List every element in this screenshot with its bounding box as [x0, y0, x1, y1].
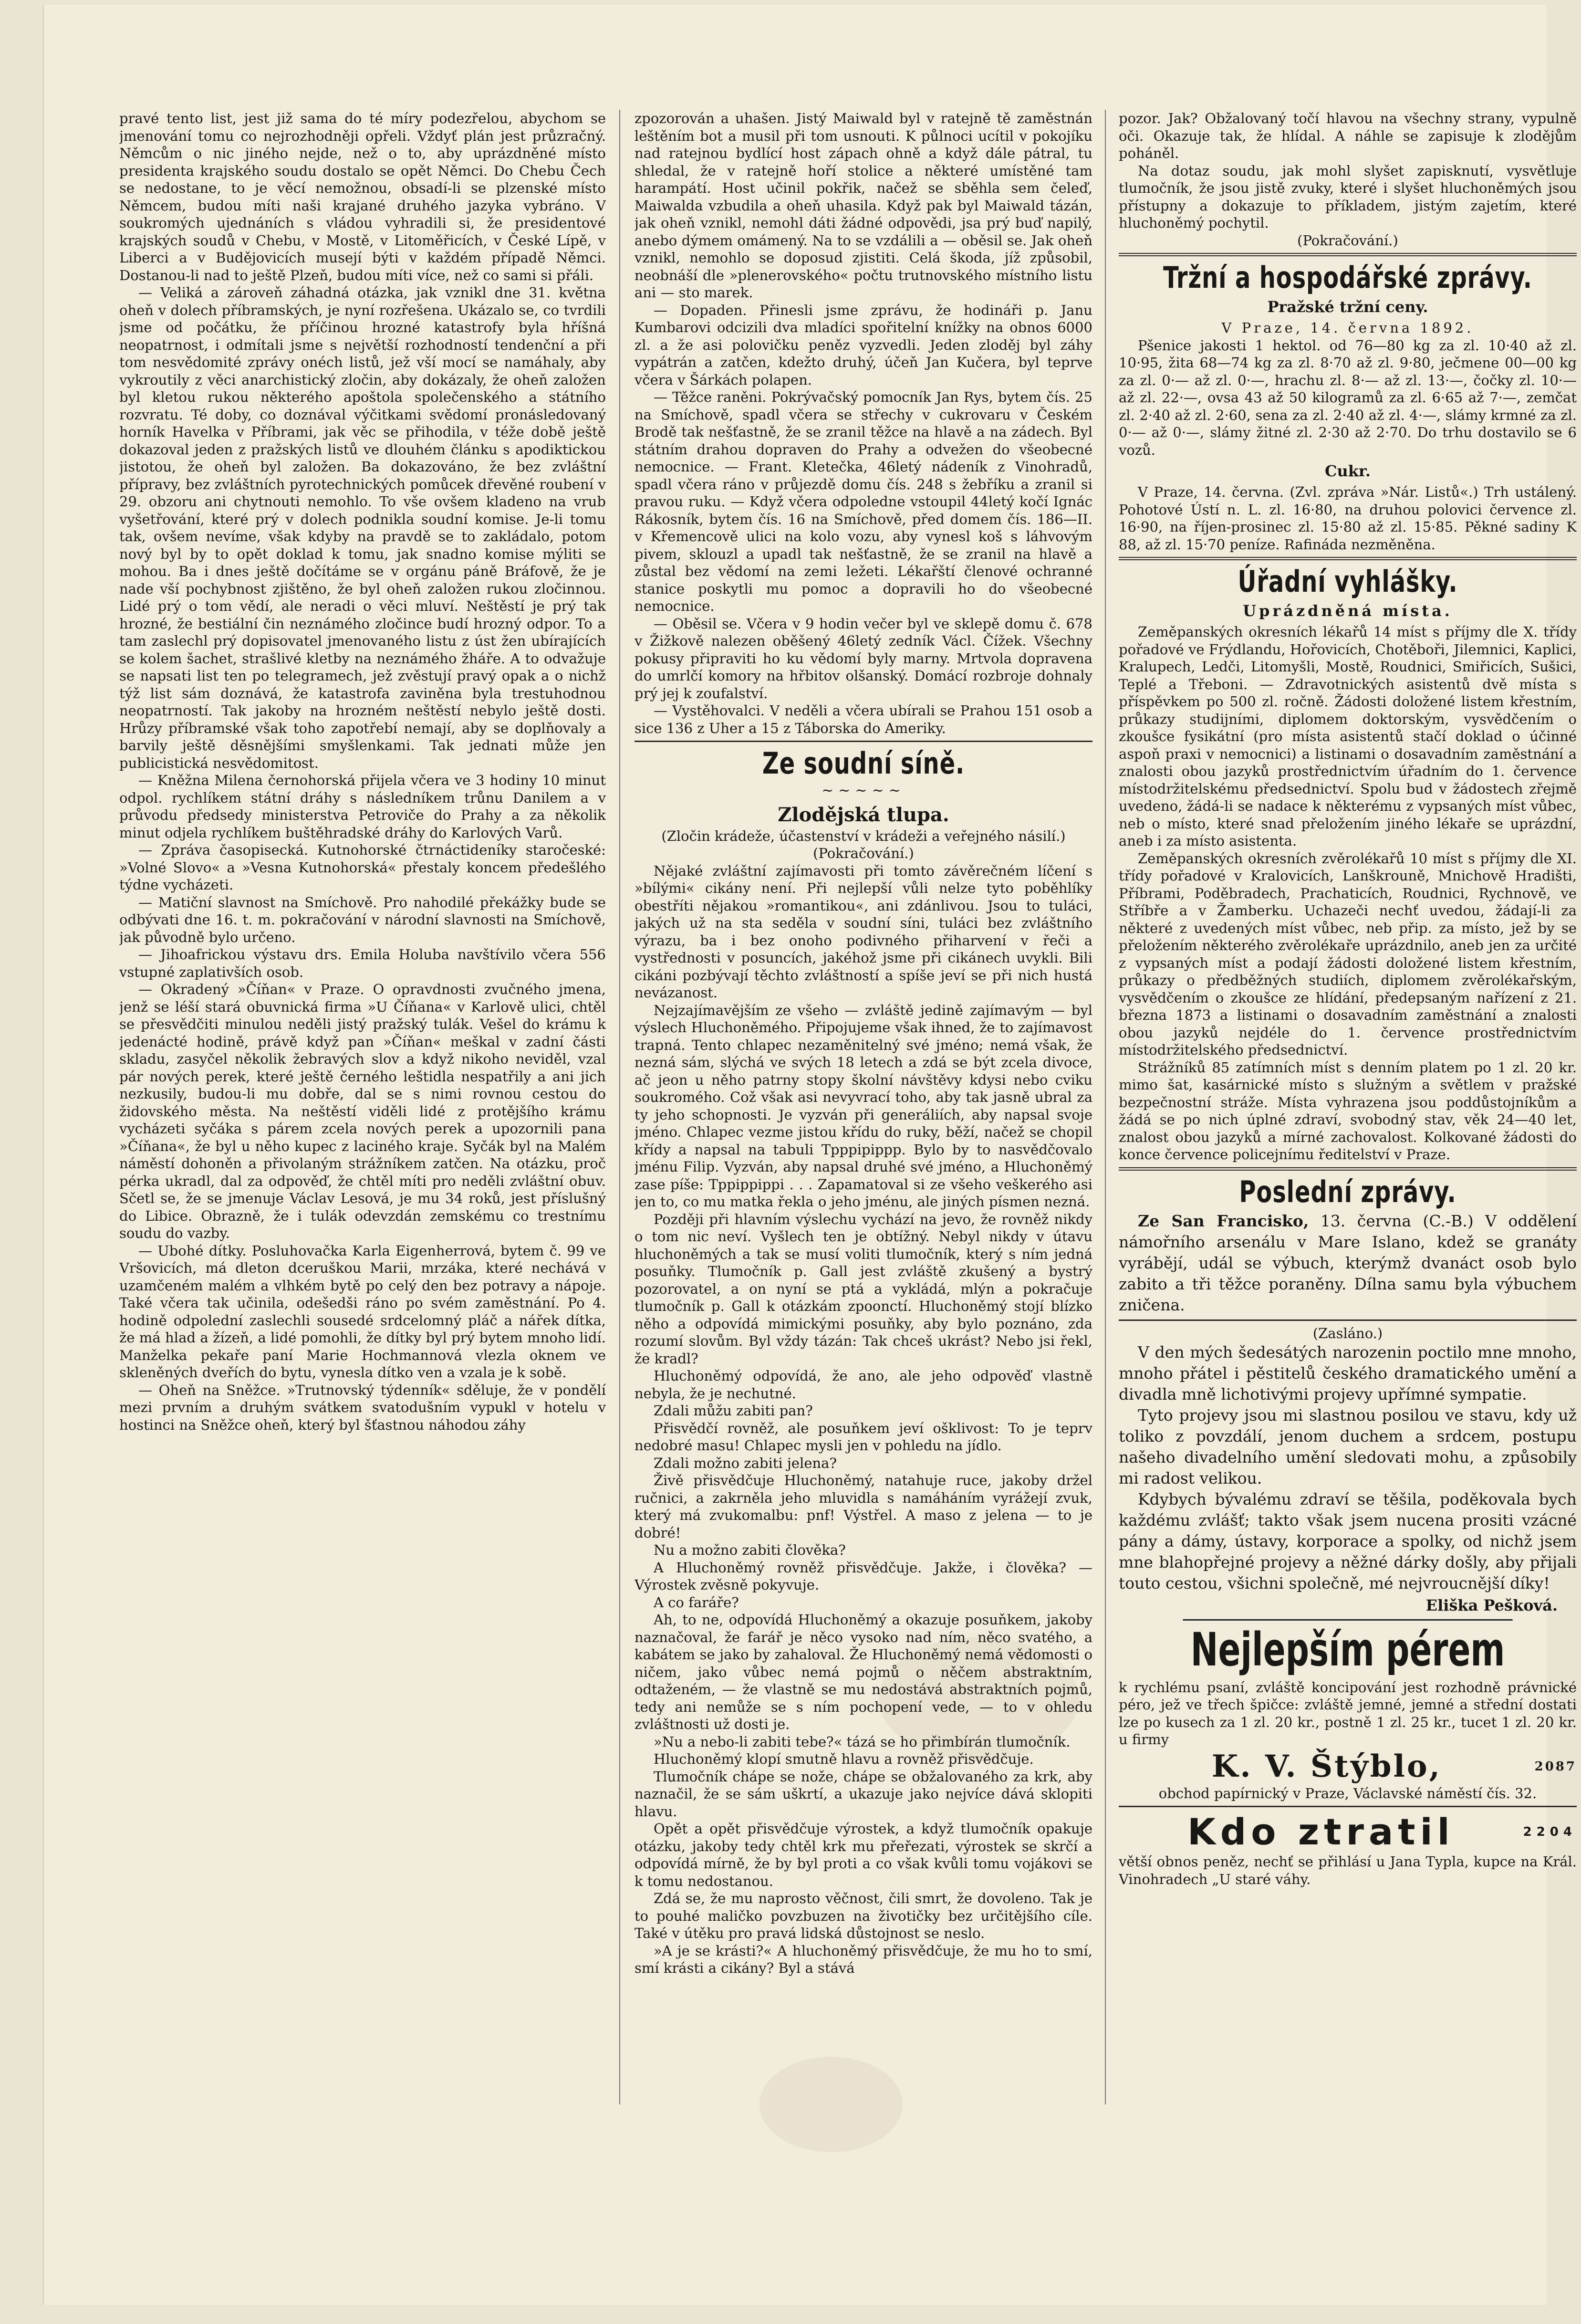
article-text: — Těžce raněni. Pokrývačský pomocník Jan Rys, bytem čís. 25 na Smíchově, spadl včera se střechy v cukrovaru v Českém Brodě tak nešťastně, že se zranil těžce na hlavě a na zádech. Byl státním drahou dopraven do Prahy a odvežen do všeobecné nemocnice. — Frant. Kletečka, 46letý nádeník z Vinohradů, spadl včera ráno v průjezdě domu čís. 248 s žebříku a zranil si pravou ruku. — Když včera odpoledne vstoupil 44letý kočí Ignác Rákosník, bytem čís. 16 na Smíchově, před domem čís. 186—II. v Křemencově ulici na kolo vozu, aby vynesl koš s láhvovým pivem, sklouzl a upadl tak nešťastně, že se zranil na hlavě a zůstal bez vědomí na zemi ležeti. Lékařští členové ochranné stanice poskytli mu pomoc a dopravili ho do všeobecné nemocnice.: [634, 389, 1092, 614]
article-text: — Veliká a zároveň záhadná otázka, jak vznikl dne 31. května oheň v dolech příbramských, je nyní rozřešena. Ukázalo se, co tvrdili jsme od počátku, že příčinou hrozné katastrofy byla hříšná neopatrnost, i odmítali jsme s největší rozhodností tendenční a při tom nesvědomité zprávy onéch listů, jež vší mocí se namáhaly, aby vykroutily z věci anarchistický zločin, aby dokázaly, že oheň založen byl kletou rukou některého apoštola společenského a státního rozvratu. Té doby, co doznával výčitkami svědomí pronásledovaný horník Havelka v Příbrami, jak věc se přihodila, v téže době ještě dokazoval jeden z pražských listů ve dlouhém článku s apodiktickou jistotou, že oheň byl založen. Ba dokazováno, že bez zvláštní přípravy, bez zvláštních pyrotechnických pomůcek dřevěné roubení v 29. obzoru ani chytnouti nemohlo. To vše ovšem kladeno na vrub vyšetřování, které prý v dolech podnikla soudní komise. Je-li tomu tak, ovšem nevíme, však kdyby na pravdě se to zakládalo, potom nový byl by to opět doklad k tomu, jak snadno komise mýliti se mohou. Ba i dnes ještě dočítáme se v orgánu páně Bráfově, že je nade vší pochybnost zjištěno, že byl oheň založen rukou zločinnou. Lidé prý o tom vědí, ale neradi o věci mluví. Neštěstí je prý tak hrozné, že bestiální čin neznámého zločince budí hrozný odpor. To a tam zaslechl prý dopisovatel jmenovaného listu z úst žen ubírajících se kolem šachet, strašlivé kletby na neznámého žháře. A to odvažuje se napsati list ten po telegramech, jež zvěstují pravý opak a o nichž týž list sám doznává, že katastrofa zaviněna byla trestuhodnou neopatrností. Tak jakoby na hrozném neštěstí nebylo ještě dosti. Hrůzy příbramské však toho zapotřebí nemají, aby se doplňovaly a barvily ještě děsnějšími smyšlenkami. Tak jednati může jen publicistická nesvědomitost.: [119, 284, 606, 771]
advertiser-name: K. V. Štýblo,: [1211, 1748, 1442, 1784]
article-text: — Oheň na Sněžce. »Trutnovský týdenník« sděluje, že v pondělí mezi prvním a druhým svátkem svatodušním vypukl v hotelu v hostinci na Sněžce oheň, který byl šťastnou náhodou záhy: [119, 1382, 606, 1433]
article-text: — Ubohé dítky. Posluhovačka Karla Eigenherrová, bytem č. 99 ve Vršovicích, má dleton dceruškou Marii, mrzáka, které nechává v uzamčeném malém a vlhkém bytě po celý den bez potravy a nápoje. Také včera tak učinila, odešedši ráno po svém zaměstnání. Po 4. hodině odpolední zaslechli sousedé srdcelomný pláč a nářek dítka, že má hlad a žízeň, a lidé pomohli, že dítky byl prý bytem mnoho lidí. Manželka pekaře paní Marie Hochmannová vlezla oknem ve skleněných dveřích do bytu, vynesla dítko ven a vzala je k sobě.: [119, 1242, 606, 1381]
article-text: pravé tento list, jest již sama do té míry podezřelou, abychom se jmenování tomu co nejrozhodněji opřeli. Vždyť plán jest průzračný. Němcům o nic jiného nejde, než o to, aby uprázdněné místo presidenta krajského soudu dostalo se opět Němci. Do Chebu Čech se nedostane, to je věcí nemožnou, obsadí-li se plzenské místo Němcem, budou míti naši krajané druhého jazyka vybráno. V soukromých ujednáních s vládou vyhradili si, že presidentové krajských soudů v Chebu, v Mostě, v Litoměřicích, v České Lípě, v Liberci a v Budějovicích musejí býti v každém případě Němci. Dostanou-li nad to ještě Plzeň, budou míti více, než co sami si přáli.: [119, 110, 606, 283]
article-text: Zeměpanských okresních zvěrolékařů 10 míst s příjmy dle XI. třídy pořadové v Kralovicích, Lanškrouně, Mnichově Hradišti, Příbrami, Poděbradech, Prachaticích, Roudnici, Rychnově, ve Stříbře a v Žamberku. Uchazeči nechť uvedou, žádají-li za některé z uvedených míst vůbec, neb přip. za místo, jež by se přeložením některého zvěrolékaře uprázdnilo, aneb jen za určité z vypsaných míst a podají žádosti doložené listem křestním, průkazy o předběžných studiích, diplomem zvěrolékařským, vysvědčením o zkoušce ze hlídání, předepsaným nařízení z 21. března 1873 a listinami o dosavadním zaměstnání a znalosti obou jazyků nejdéle do 1. července prostřednictvím místodržitelského předsednictví.: [1119, 850, 1577, 1058]
article-text: — Zpráva časopisecká. Kutnohorské čtrnáctideníky staročeské: »Volné Slovo« a »Vesna Kutnohorská« přestaly koncem předešlého týdne vycházeti.: [119, 842, 606, 893]
divider: [1119, 557, 1577, 560]
signature: Eliška Pešková.: [1425, 1596, 1558, 1614]
column-rule: [1105, 110, 1106, 2104]
article-text: pozor. Jak? Obžalovaný točí hlavou na všechny strany, vypulně oči. Okazuje tak, že hlídal. A náhle se zapisuje k zlodějům poháněl.: [1119, 110, 1577, 161]
divider: [1119, 253, 1577, 256]
article-text: Přisvědčí rovněž, ale posuňkem jeví ošklivost: To je teprv nedobré masu! Chlapec mysli jen v pohledu na jídlo.: [634, 1420, 1092, 1454]
subsection-heading: Pražské tržní ceny.: [1267, 298, 1428, 316]
dateline: Ze San Francisko,: [1138, 1211, 1309, 1230]
advertisement-text: větší obnos peněz, nechť se přihlásí u Jana Typla, kupce na Král. Vinohradech „U staré váhy.: [1119, 1853, 1577, 1887]
ornament: ~~~~~: [822, 782, 905, 799]
section-heading: Tržní a hospodářské zprávy.: [1163, 260, 1532, 295]
advertisement-number: 2204: [1523, 1825, 1577, 1839]
divider: [634, 741, 1092, 742]
article-text: Kdybych bývalému zdraví se těšila, poděkovala bych každému zvlášť; takto však jsem nucena prositi vzácné pány a dámy, ústavy, korporace a spolky, od nichž jsem mne blahopřejné projevy a něžné dárky došly, aby přijali touto cestou, všichni společně, mé nejvroucnější díky!: [1119, 1490, 1577, 1592]
article-text: Strážníků 85 zatímních míst s denním platem po 1 zl. 20 kr. mimo šat, kasárnické místo s služným a světlem v pražské bezpečnostní stráže. Místa vyhrazena jsou poddůstojníkům a žádá se po nich úplné zdraví, svobodný stav, věk 24—40 let, znalost obou jazyků a mírné zachovalost. Kolkované žádosti do konce července policejnímu ředitelství v Praze.: [1119, 1059, 1577, 1162]
article-text: — Oběsil se. Včera v 9 hodin večer byl ve sklepě domu č. 678 v Žižkově nalezen oběšený 46letý zedník Václ. Čížek. Všechny pokusy připraviti ho ku vědomí byly marny. Mrtvola dopravena do umrlčí komory na hřbitov olšanský. Domácí rozbroje dohnaly prý jej k zoufalství.: [634, 615, 1092, 701]
column-middle: [634, 110, 1092, 2114]
article-text: — Vystěhovalci. V neděli a včera ubírali se Prahou 151 osob a sice 136 z Uher a 15 z Táborska do Ameriky.: [634, 702, 1092, 736]
advertisement-heading: Kdo ztratil: [1187, 1811, 1455, 1853]
advertisement-text: obchod papírnický v Praze, Václavské náměstí čís. 32.: [1158, 1785, 1537, 1801]
article-text: — Jihoafrickou výstavu drs. Emila Holuba navštívilo včera 556 vstupné zaplativších osob.: [119, 946, 606, 980]
article-text: Později při hlavním výslechu vychází na jevo, že rovněž nikdy o tom nic neví. Vyšlech ten je obtížný. Nebyl nikdy v útavu hluchoněmých a tak se musí voliti tlumočník, který s ním jedná posuňky. Tlumočník p. Gall jest zvláště zkušený a bystrý pozorovatel, a on nyní se ptá a vykládá, mlýn a pokračuje tlumočník p. Gall k otázkám zpoonctí. Hluchoněmý stojí blízko něho a odpovídá mimickými posuňky, aby bylo poznáno, zda rozumí slovům. Byl vždy tázán: Tak chceš ukrást? Nebo jsi řekl, že kradl?: [634, 1211, 1092, 1367]
section-heading: Úřadní vyhlášky.: [1238, 564, 1458, 599]
article-text: Živě přisvědčuje Hluchoněmý, natahuje ruce, jakoby držel ručnici, a zakrněla jeho mluvidla s namáháním vyrážejí zvuk, který má zvukomalbu: pnf! Výstřel. A maso z jelena — to je dobré!: [634, 1472, 1092, 1541]
continuation-note: (Pokračování.): [1297, 232, 1398, 249]
dateline: V Praze, 14. června 1892.: [1221, 320, 1474, 336]
section-label: (Zasláno.): [1312, 1325, 1383, 1341]
article-text: — Matiční slavnost na Smíchově. Pro nahodilé překážky bude se odbývati dne 16. t. m. pokračování v národní slavnosti na Smíchově, jak původně bylo určeno.: [119, 894, 606, 945]
column-left: [119, 110, 606, 2114]
article-text: A co faráře?: [654, 1594, 739, 1611]
divider: [1119, 1319, 1577, 1321]
article-text: Nu a možno zabiti člověka?: [654, 1542, 846, 1558]
section-heading: Ze soudní síně.: [762, 746, 965, 781]
article-text: Opět a opět přisvědčuje výrostek, a když tlumočník opakuje otázku, jakoby tedy chtěl krk mu přeřezati, výrostek se skrčí a odpovídá mírně, že by byl proti a co však kvůli tomu vojákovi se k tomu nedostanou.: [634, 1821, 1092, 1889]
continuation-note: (Pokračování.): [813, 845, 914, 861]
divider: [1119, 1167, 1577, 1171]
article-text: Nejzajímavějším ze všeho — zvláště jedině zajímavým — byl výslech Hluchoněmého. Připojujeme však ihned, že to zajímavost trapná. Tento chlapec nezaměnitelný své jméno; nemá však, že nezná sám, slýchá ve svých 18 letech a zdá se být zcela divoce, ač jeon u něho patrny stopy školní návštěvy kdysi nebo cviku soukromého. Což však asi nevyvrací toho, aby tak jasně ubral za ty jeho schopnosti. Je vyzván při generáliích, aby napsal svoje jméno. Chlapec vezme jistou křídu do ruky, běží, načež se chopil křídy a napsal na tabuli Tpppipippp. Bylo by to nasvědčovalo jménu Filip. Vyzván, aby napsal druhé své jméno, a Hluchoněmý zase píše: Tppippippi . . . Zapamatoval si ze všeho veškerého asi jen to, co mu matka řekla o jeho jménu, ale jiných písmen nezná.: [634, 1002, 1092, 1210]
article-text: A Hluchoněmý rovněž přisvědčuje. Jakže, i člověka? — Výrostek zvěsně pokyvuje.: [634, 1559, 1092, 1593]
column-right: [1119, 110, 1577, 2114]
advertisement-text: k rychlému psaní, zvláště koncipování jest rozhodně právnické péro, jež ve třech špičce: zvláště jemné, jemné a střední dostati lze po kusech za 1 zl. 20 kr., postně 1 zl. 25 kr., tucet 1 zl. 20 kr. u firmy: [1119, 1679, 1577, 1748]
article-text: Zdá se, že mu naprosto věčnost, čili smrt, že dovoleno. Tak je to pouhé maličko povzbuzen na životičky bez určitějšího cíle. Také v útěku pro pravá lidská důstojnost se neslo.: [634, 1890, 1092, 1941]
column-rule: [619, 110, 620, 2104]
article-text: Hluchoněmý klopí smutně hlavu a rovněž přisvědčuje.: [654, 1751, 1034, 1767]
advertisement-heading: Nejlepším pérem: [1183, 1619, 1512, 1676]
article-text: Tyto projevy jsou mi slastnou posilou ve stavu, kdy už toliko z povzdálí, jenom duchem a srdcem, postupu našeho divadelního umění sledovati mohu, a způsobily mi radost velikou.: [1119, 1406, 1577, 1487]
article-text: Pšenice jakosti 1 hektol. od 76—80 kg za zl. 10·40 až zl. 10·95, žita 68—74 kg za zl. 8·70 až zl. 9·80, ječmene 00—00 kg za zl. 0·— až zl. 0·—, hrachu zl. 8·— až zl. 13·—, čočky zl. 10·— až zl. 22·—, ovsa 43 až 50 kilogramů za zl. 6·65 až 7·—, zemčat zl. 2·40 až zl. 2·60, sena za zl. 2·40 až zl. 4·—, slámy krmné za zl. 0·— až 0·—, slámy žitné zl. 2·30 až 2·70. Do trhu dostavilo se 6 vozů.: [1119, 337, 1577, 458]
article-text: V Praze, 14. června. (Zvl. zpráva »Nár. Listů«.) Trh ustálený. Pohotové Ústí n. L. zl. 16·80, na druhou polovici července zl. 16·90, na říjen-prosinec zl. 15·80 až zl. 15·85. Pěkné sadiny K 88, až zl. 15·70 peníze. Rafináda nezměněna.: [1119, 484, 1577, 553]
article-text: Ah, to ne, odpovídá Hluchoněmý a okazuje posuňkem, jakoby naznačoval, že farář je něco vysoko nad ním, něco svatého, a kabátem se jako by zahaloval. Že Hluchoněmý nemá vědomosti o ničem, jako vůbec nemá pojmů o něčem abstraktním, odtaženém, — že vlastně se mu nedostává abstraktních pojmů, tedy ani nemůže se s ním pochopení vede, — to v ohledu zvláštnosti už dosti je.: [634, 1612, 1092, 1732]
article-text: V den mých šedesátých narozenin poctilo mne mnoho, mnoho přátel i pěstitelů českého dramatického umění a divadla mně lichotivými projevy upřímné sympatie.: [1119, 1343, 1577, 1403]
article-text: — Okradený »Číňan« v Praze. O opravdnosti zvučného jmena, jenž se léší stará obuvnická firma »U Číňana« v Karlově ulici, chtěl se přesvědčiti minulou neděli jistý pražský tulák. Vešel do krámu k jedenácté hodině, právě když pan »Číňan« meškal v zadní části skladu, zasyčel několik žebravých slov a když nikoho neviděl, vzal pár nových perek, které ještě černého leštidla nespatřily a ani jich nezkusily, budou-li mu dobře, dal se s nimi rovnou cestou do židovského města. Na neštěstí viděli lidé z protějšího krámu vycházeti syčáka s párem zcela nových perek a upozornili pana »Číňana«, že byl u něho kupec z laciného kraje. Syčák byl na Malém náměstí dohoněn a přivolaným strážníkem zatčen. Na otázku, proč pérka ukradl, dal za odpověď, že chtěl míti pro neděli zvláštní obuv. Sčetl se, že se jmenuje Václav Lesová, je mu 34 roků, jest příslušný do Libice. Obrazně, že i tulák odevzdán zemskému co trestnímu soudu do vazby.: [119, 981, 606, 1241]
article-text: 13. června (C.-B.) V oddělení námořního arsenálu v Mare Islano, kdež se granáty vyrábějí, udál se výbuch, kterýmž dvanáct osob bylo zabito a tři těžce poraněny. Dílna samu byla výbuchem zničena.: [1119, 1211, 1577, 1314]
divider: [1119, 1806, 1577, 1807]
article-text: Nějaké zvláštní zajímavosti při tomto závěrečném líčení s »bílými« cikány není. Při nejlepší vůli nelze tyto poběhlíky obestříti nějakou »romantikou«, ani zdánlivou. Jsou to tuláci, jakých už na sta seděla v soudní síni, tuláci bez zvláštního výrazu, ba i bez onoho podivného přiharvení v řeči a vystřednosti v posuncích, jakéhož jsme při cikánech uvykli. Bili cikáni pozbývají těchto zvláštností a spíše jeví se při nich hustá nevázanost.: [634, 862, 1092, 1001]
advertisement-number: 2087: [1534, 1759, 1577, 1774]
article-text: zpozorován a uhašen. Jistý Maiwald byl v ratejně tě zaměstnán leštěním bot a musil při tom usnouti. K půlnoci ucítil v pokojíku nad ratejnou bydlící host zápach ohně a když dále pátral, tu shledal, že v ratejně hoří stolice a některé umístěné tam harampátí. Host učinil pokřik, načež se sběhla sem čeleď, Maiwalda vzbudila a oheň uhasila. Když pak byl Maiwald tázán, jak oheň vznikl, nemohl dáti žádné odpovědi, jsa prý buď napilý, anebo dýmem omámený. Na to se vzdálili a — oběsil se. Jak oheň vznikl, nemohlo se doposud zjistiti. Celá škoda, jíž způsobil, neobnáší dle »plenerovského« počtu trutnovského místního listu ani — sto marek.: [634, 110, 1092, 301]
article-text: Zdali možno zabiti jelena?: [654, 1455, 837, 1471]
article-text: »Nu a nebo-li zabiti tebe?« tázá se ho přimbírán tlumočník.: [654, 1733, 1071, 1750]
article-text: Na dotaz soudu, jak mohl slyšet zapisknutí, vysvětluje tlumočník, že jsou jistě zvuky, které i slyšet hluchoněmých jsou přístupny a dokazuje to příkladem, jistým zajetím, které hluchoněmý pochytil.: [1119, 162, 1577, 231]
subsection-heading: Cukr.: [1325, 462, 1371, 480]
article-text: Hluchoněmý odpovídá, že ano, ale jeho odpověď vlastně nebyla, že je nechutné.: [634, 1368, 1092, 1402]
article-text: Zdali můžu zabiti pan?: [654, 1403, 813, 1419]
article-text: Zeměpanských okresních lékařů 14 míst s příjmy dle X. třídy pořadové ve Frýdlandu, Hořovicích, Chotěboři, Jilemnici, Kaplici, Kralupech, Ledči, Litomyšli, Mostě, Roudnici, Smiřicích, Sušici, Teplé a Třeboni. — Zdravotnických asistentů dvě místa s příspěvkem po 500 zl. ročně. Žádosti doložené listem křestním, průkazy studijními, diplomem doktorským, vysvědčením o zkoušce fysikátní (pro místa asistentů stačí doklad o účinné aspoň praxi v nemocnici) a listinami o dosavadním zaměstnání a znalosti obou jazyků prostřednictvím úřadním do 1. července místodržitelskému předsednictví. Spolu bud v žádostech zřejmě uvedeno, žádá-li se nadace k některému z vypsaných míst vůbec, neb o místo, které snad přeložením jiného lékaře se uprázdní, aneb i za místo asistenta.: [1119, 624, 1577, 849]
article-text: »A je se krásti?« A hluchoněmý přisvědčuje, že mu ho to smí, smí krásti a cikány? Byl a stává: [634, 1942, 1092, 1976]
article-text: — Dopaden. Přinesli jsme zprávu, že hodináři p. Janu Kumbarovi odcizili dva mladíci spořitelní knížky na obnos 6000 zl. a že asi polovičku peněz vyzvedli. Jeden zloděj byl záhy vypátrán a zatčen, kdežto druhý, účeň Jan Kučera, byl teprve včera v Šárkách polapen.: [634, 302, 1092, 388]
article-subheading: (Zločin krádeže, účastenství v krádeži a veřejného násilí.): [661, 827, 1066, 844]
article-heading: Zlodějská tlupa.: [778, 803, 949, 826]
article-text: Tlumočník chápe se nože, chápe se obžalovaného za krk, aby naznačil, že se sám uškrtí, a ukazuje jako nejvíce dává sklopiti hlavu.: [634, 1768, 1092, 1820]
section-heading: Poslední zprávy.: [1239, 1174, 1456, 1209]
article-text: — Kněžna Milena černohorská přijela včera ve 3 hodiny 10 minut odpol. rychlíkem státní dráhy s následníkem trůnu Danilem a v průvodu předsedy ministerstva Petroviče do Prahy a za několik minut odjela rychlíkem buštěhradské dráhy do Karlových Varů.: [119, 772, 606, 841]
subsection-heading: Uprázdněná místa.: [1243, 602, 1453, 620]
